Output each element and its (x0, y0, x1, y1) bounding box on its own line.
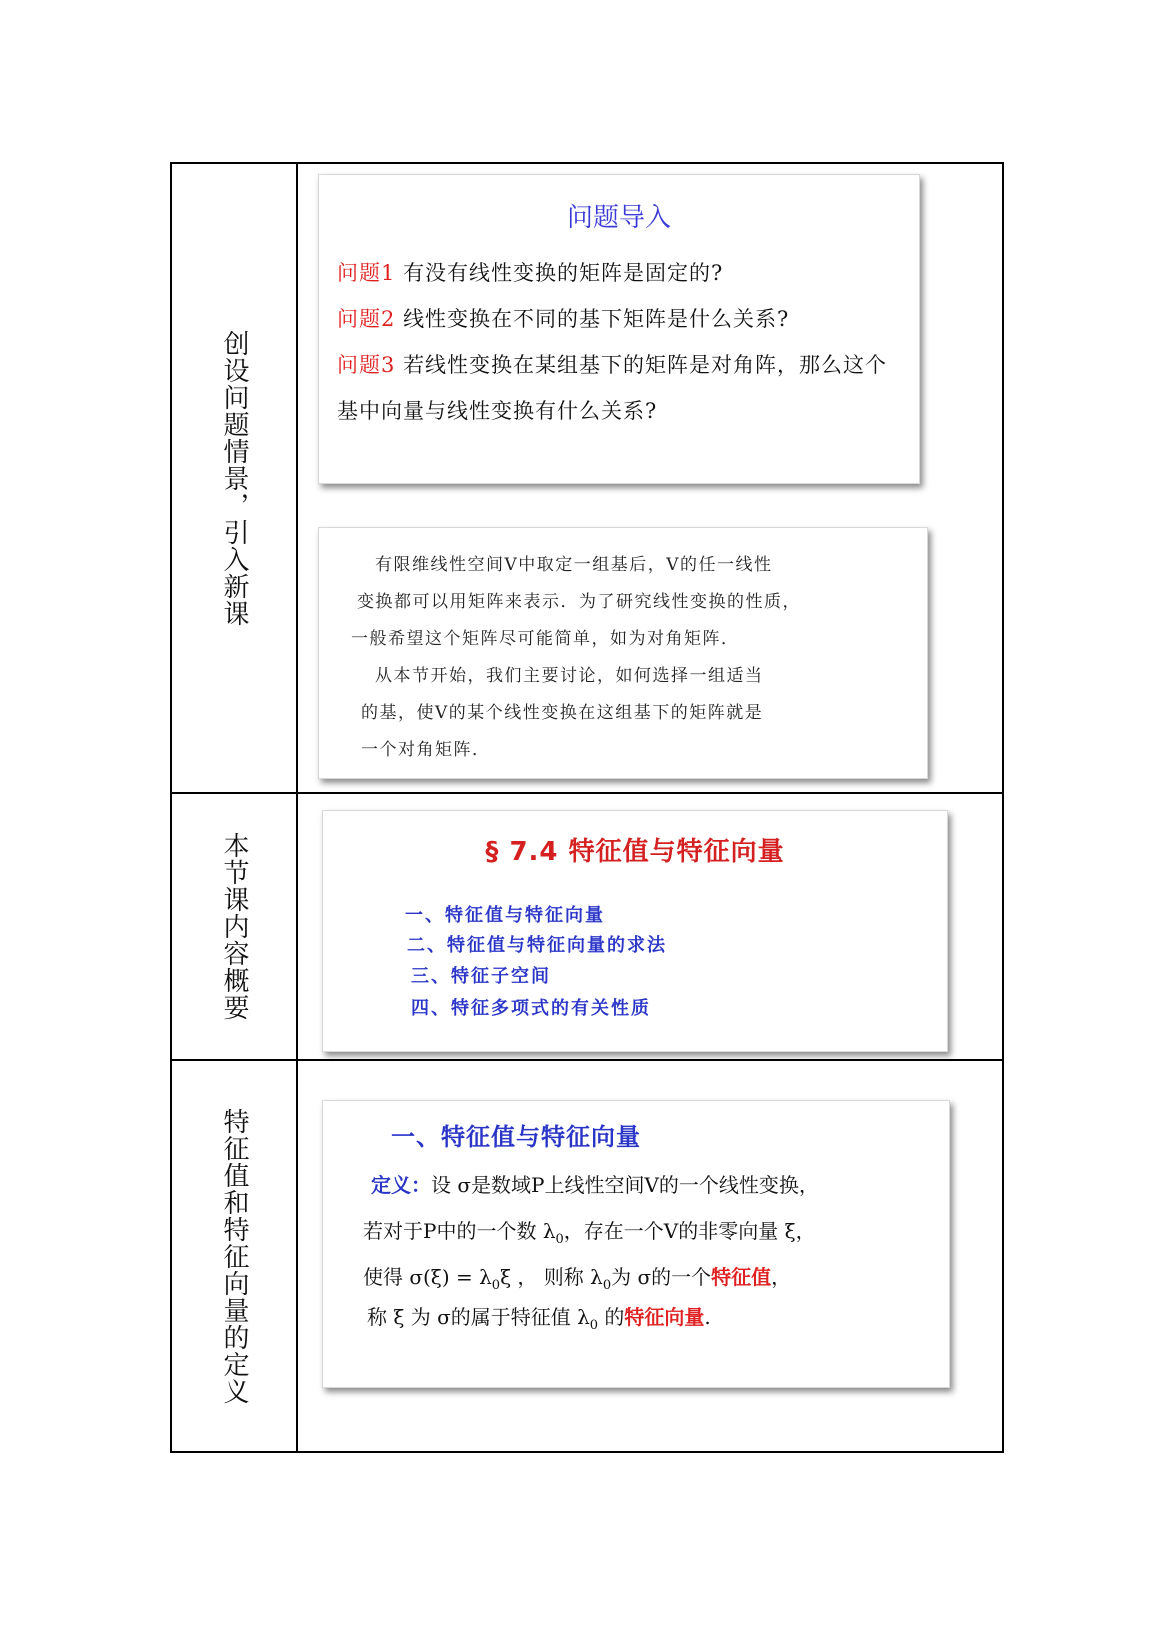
outline-item: 四、特征多项式的有关性质 (411, 998, 651, 1019)
table-border-right (1002, 162, 1004, 1453)
section-title: § 7.4 特征值与特征向量 (485, 837, 785, 867)
paragraph-line: 有限维线性空间V中取定一组基后，V的任一线性 (375, 555, 773, 575)
column-divider (296, 162, 298, 1453)
slide-section-overview (322, 810, 948, 1052)
outline-item: 三、特征子空间 (411, 966, 551, 987)
definition-line-4: 称 ξ 为 σ的属于特征值 $\lambda_0$ 的特征向量. (367, 1305, 711, 1333)
paragraph-line: 从本节开始，我们主要讨论，如何选择一组适当 (375, 666, 764, 686)
definition-title: 一、特征值与特征向量 (391, 1123, 641, 1151)
question-1: 问题1 有没有线性变换的矩阵是固定的? (337, 261, 724, 285)
slide-motivation (318, 527, 928, 779)
outline-item: 一、特征值与特征向量 (405, 905, 605, 926)
term-eigenvector: 特征向量 (624, 1305, 705, 1329)
definition-line-3: 使得 $\sigma(\xi) = \lambda_0\xi$ ， 则称 $\lambda_0$为 σ的一个特征值， (363, 1265, 792, 1293)
outline-item: 二、特征值与特征向量的求法 (407, 935, 667, 956)
paragraph-line: 的基，使V的某个线性变换在这组基下的矩阵就是 (361, 703, 764, 723)
paragraph-line: 变换都可以用矩阵来表示．为了研究线性变换的性质， (357, 592, 801, 612)
question-3-continuation: 基中向量与线性变换有什么关系? (337, 399, 658, 423)
lesson-table (170, 162, 1004, 1453)
term-eigenvalue: 特征值 (711, 1265, 772, 1289)
slide-definition (322, 1100, 950, 1388)
slide-question-intro (318, 174, 920, 484)
row-label-definition: 特征值和特征向量的定义 (219, 1107, 249, 1405)
question-3: 问题3 若线性变换在某组基下的矩阵是对角阵，那么这个 (337, 353, 888, 377)
slide-title: 问题导入 (566, 203, 671, 233)
question-2: 问题2 线性变换在不同的基下矩阵是什么关系? (337, 307, 790, 331)
definition-line-1: 定义：设 σ是数域P上线性空间V的一个线性变换， (371, 1173, 819, 1197)
row-label-intro: 创设问题情景，引入新课 (219, 329, 249, 627)
paragraph-line: 一般希望这个矩阵尽可能简单，如为对角矩阵． (351, 629, 740, 649)
definition-line-2: 若对于P中的一个数 $\lambda_0$，存在一个V的非零向量 ξ， (363, 1219, 816, 1247)
paragraph-line: 一个对角矩阵． (361, 740, 491, 760)
row-label-overview: 本节课内容概要 (219, 832, 249, 1021)
